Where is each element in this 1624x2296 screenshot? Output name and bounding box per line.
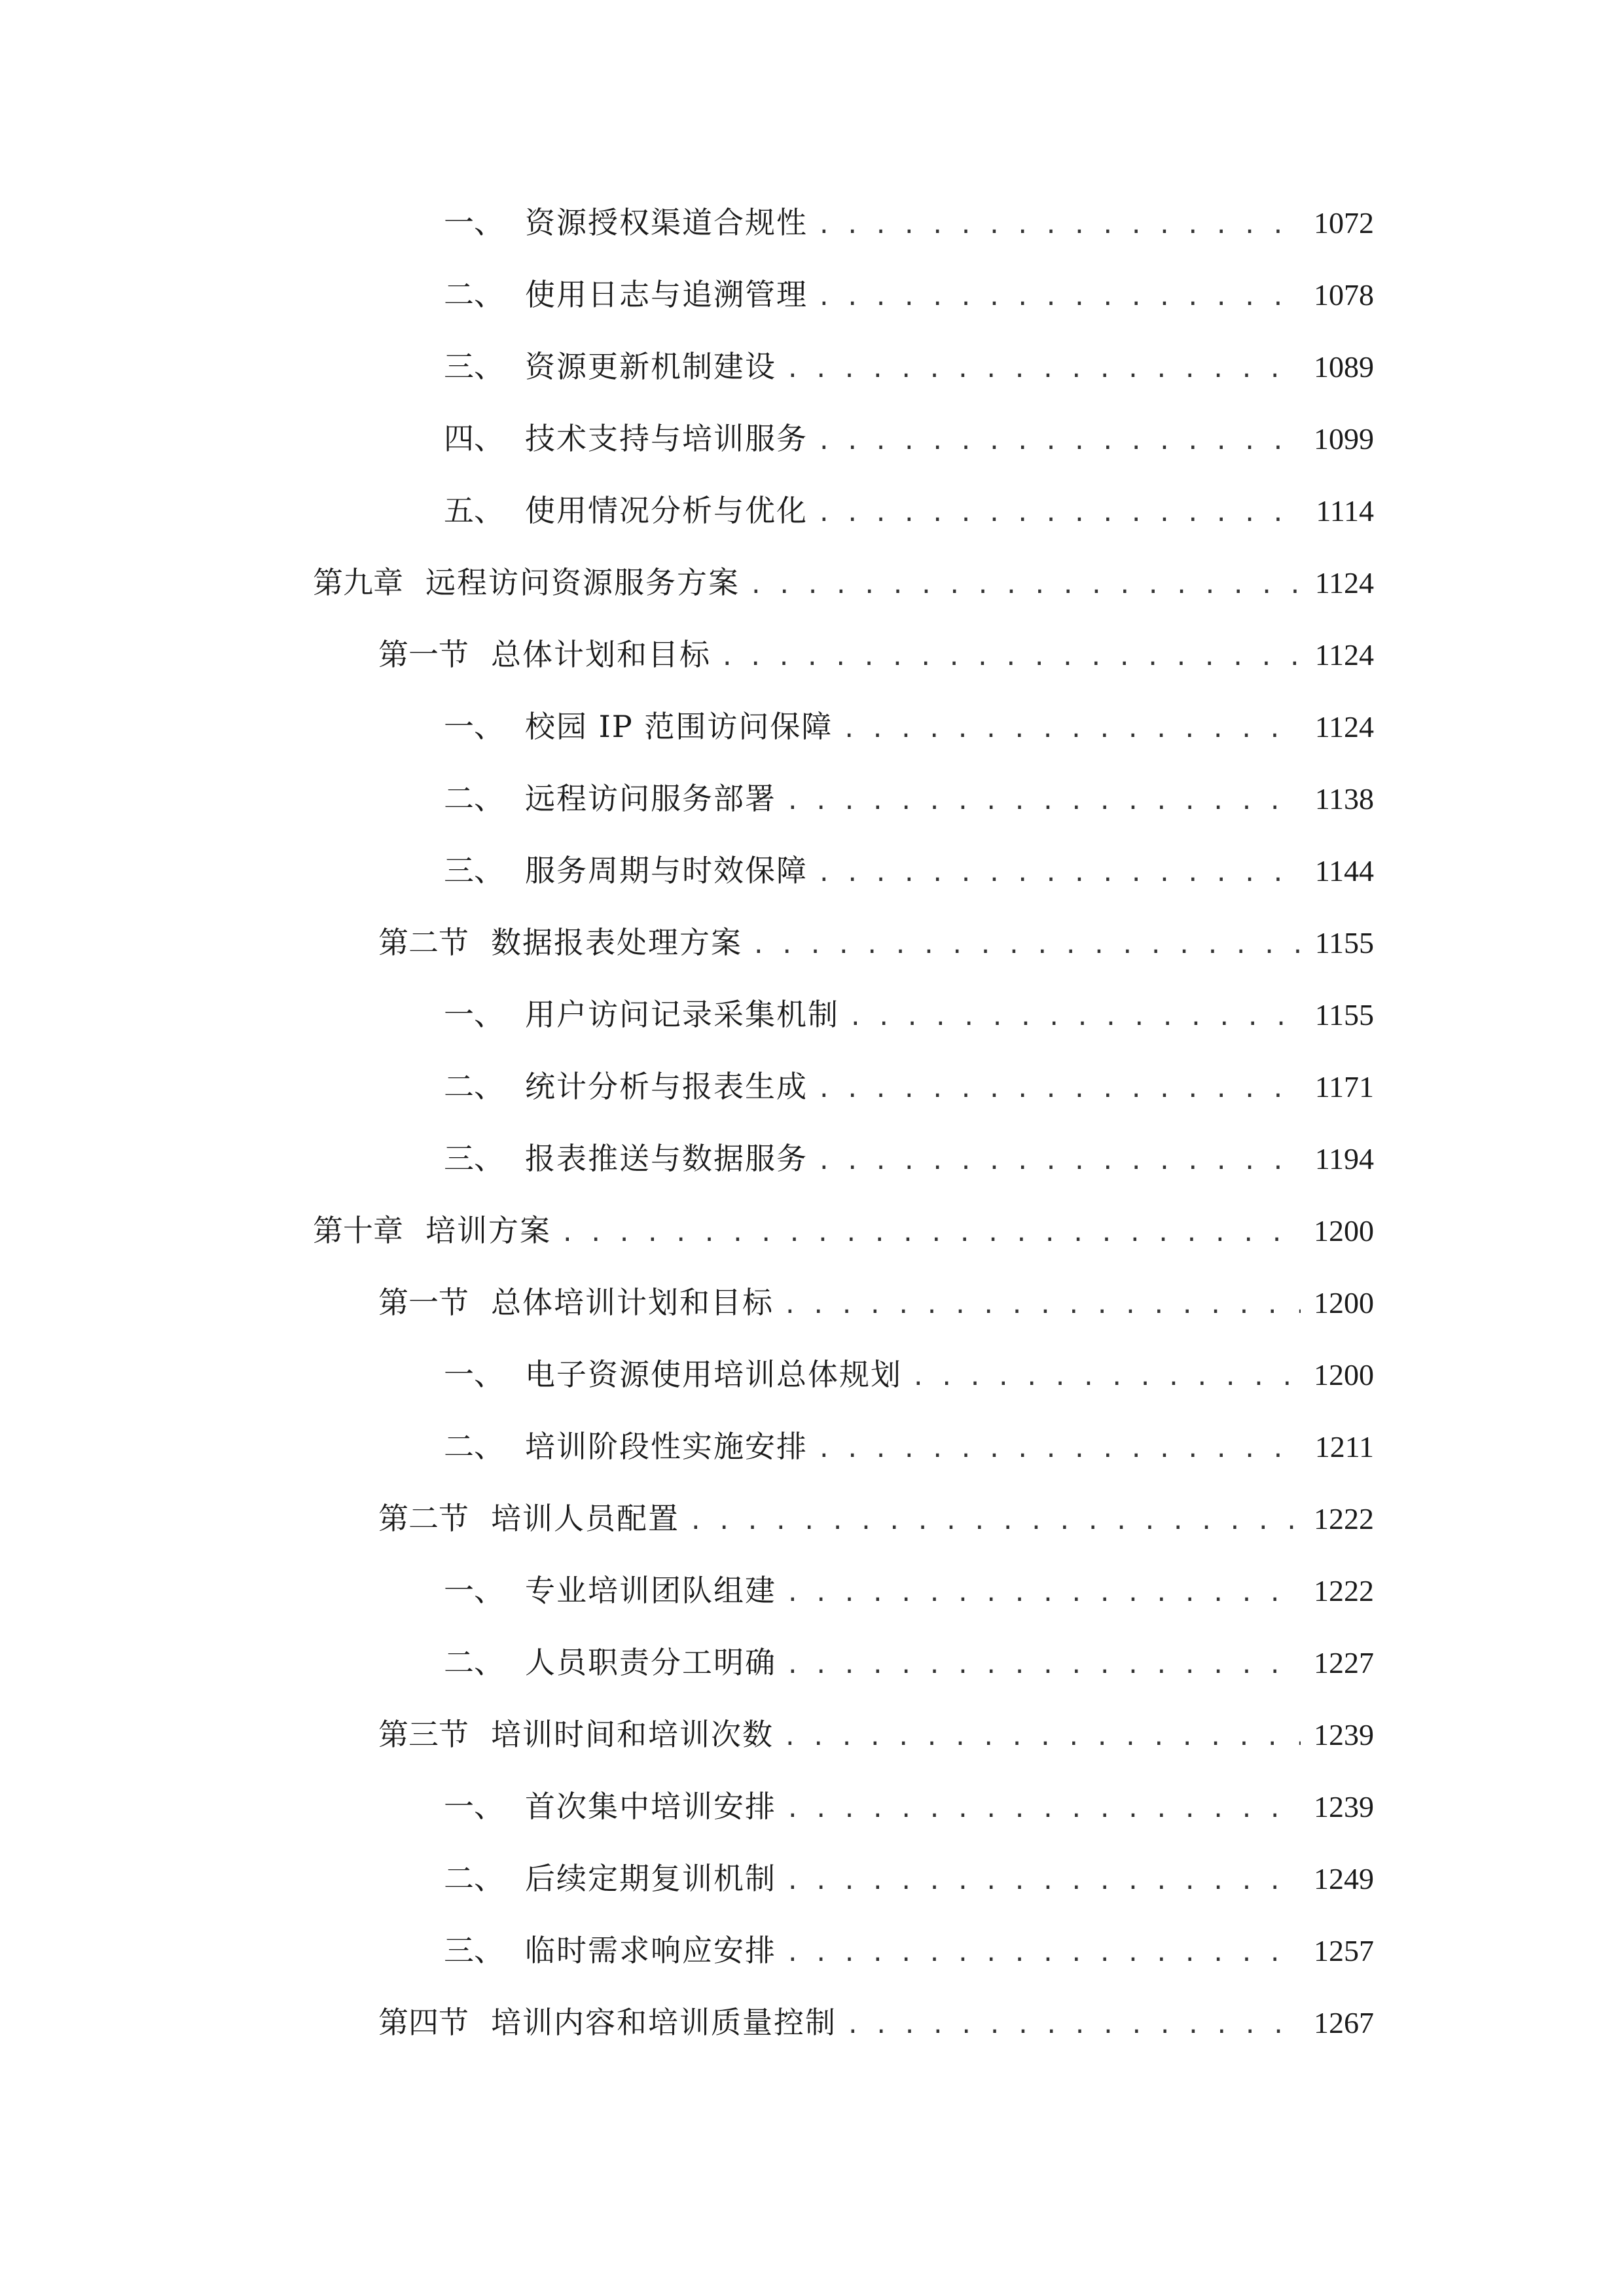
dot-leader [817, 1425, 1301, 1471]
toc-entry-number: 第二节 [378, 925, 469, 960]
dot-leader [817, 201, 1301, 247]
toc-entry [0, 403, 1624, 475]
toc-entry-number: 第三节 [378, 1717, 469, 1752]
toc-entry-number: 第一节 [378, 1285, 469, 1320]
toc-entry [0, 1338, 1624, 1410]
toc-chapter-entry [0, 1194, 1624, 1266]
toc-entry [0, 691, 1624, 762]
toc-entry-page: 1227 [1314, 1646, 1374, 1679]
toc-entry-page: 1072 [1314, 206, 1374, 240]
toc-entry-title: 培训方案 [425, 1213, 551, 1248]
toc-entry-page: 1114 [1316, 494, 1374, 528]
toc-entry [0, 1914, 1624, 1986]
dot-leader [783, 1713, 1301, 1759]
toc-entry-page: 1144 [1314, 854, 1374, 888]
toc-entry-number: 一、 [444, 997, 504, 1032]
dot-leader [911, 1353, 1301, 1399]
toc-entry [0, 331, 1624, 403]
toc-entry [0, 1122, 1624, 1194]
dot-leader [783, 1281, 1301, 1327]
dot-leader [846, 2001, 1301, 2047]
toc-entry-number: 三、 [444, 1141, 504, 1176]
toc-entry-page: 1155 [1314, 926, 1374, 960]
toc-entry-title: 资源授权渠道合规性 [525, 205, 808, 240]
toc-entry-title: 统计分析与报表生成 [525, 1069, 808, 1104]
toc-entry-title: 首次集中培训安排 [525, 1789, 776, 1824]
toc-entry-page: 1124 [1314, 710, 1374, 744]
dot-leader [817, 1137, 1301, 1183]
toc-entry-title: 电子资源使用培训总体规划 [525, 1357, 902, 1392]
toc-chapter-entry [0, 547, 1624, 619]
dot-leader [560, 1209, 1301, 1255]
toc-entry-page: 1222 [1314, 1502, 1374, 1535]
toc-entry-number: 二、 [444, 1429, 504, 1464]
dot-leader [785, 1857, 1301, 1903]
toc-entry-number: 二、 [444, 277, 504, 312]
toc-entry-title: 后续定期复训机制 [525, 1861, 776, 1896]
dot-leader [785, 777, 1301, 823]
toc-section-entry [0, 1266, 1624, 1338]
toc-entry-number: 一、 [444, 1789, 504, 1824]
toc-entry-number: 第二节 [378, 1501, 469, 1536]
toc-entry-page: 1239 [1314, 1718, 1374, 1751]
toc-entry-title: 人员职责分工明确 [525, 1645, 776, 1680]
toc-entry-number: 第九章 [313, 565, 403, 600]
toc-entry-title: 培训时间和培训次数 [491, 1717, 774, 1752]
toc-entry-number: 二、 [444, 1861, 504, 1896]
table-of-contents [0, 187, 1624, 2058]
dot-leader [720, 633, 1301, 679]
toc-entry [0, 1626, 1624, 1698]
toc-entry-title: 服务周期与时效保障 [525, 853, 808, 888]
toc-entry-number: 二、 [444, 1069, 504, 1104]
dot-leader [785, 1569, 1301, 1615]
dot-leader [751, 921, 1301, 967]
toc-entry-page: 1155 [1314, 998, 1374, 1031]
toc-entry [0, 1770, 1624, 1842]
toc-entry [0, 475, 1624, 547]
toc-entry-title: 校园 IP 范围访问保障 [525, 709, 833, 744]
dot-leader [817, 849, 1301, 895]
toc-entry-title: 数据报表处理方案 [491, 925, 742, 960]
toc-section-entry [0, 906, 1624, 978]
toc-entry-page: 1249 [1314, 1862, 1374, 1895]
toc-entry-number: 第四节 [378, 2005, 469, 2040]
toc-entry-page: 1267 [1314, 2006, 1374, 2039]
toc-entry [0, 1050, 1624, 1122]
dot-leader [785, 1641, 1301, 1687]
toc-entry-number: 三、 [444, 1933, 504, 1968]
dot-leader [785, 1785, 1301, 1831]
toc-entry-number: 四、 [444, 421, 504, 456]
dot-leader [817, 489, 1301, 535]
toc-entry-title: 报表推送与数据服务 [525, 1141, 808, 1176]
toc-entry-page: 1138 [1314, 782, 1374, 816]
dot-leader [689, 1497, 1301, 1543]
toc-entry-title: 总体计划和目标 [491, 637, 711, 672]
toc-entry-page: 1124 [1314, 638, 1374, 672]
toc-section-entry [0, 1986, 1624, 2058]
toc-entry-title: 培训人员配置 [491, 1501, 679, 1536]
toc-section-entry [0, 619, 1624, 691]
toc-entry-page: 1200 [1314, 1286, 1374, 1319]
toc-entry [0, 978, 1624, 1050]
toc-entry-number: 一、 [444, 1573, 504, 1608]
toc-entry-number: 三、 [444, 349, 504, 384]
toc-entry-title: 专业培训团队组建 [525, 1573, 776, 1608]
toc-entry-page: 1257 [1314, 1934, 1374, 1967]
dot-leader [817, 273, 1301, 319]
toc-section-entry [0, 1698, 1624, 1770]
toc-entry [0, 834, 1624, 906]
dot-leader [817, 1065, 1301, 1111]
toc-entry-title: 技术支持与培训服务 [525, 421, 808, 456]
toc-entry-title: 培训内容和培训质量控制 [491, 2005, 837, 2040]
dot-leader [785, 345, 1301, 391]
dot-leader [848, 993, 1301, 1039]
toc-entry-page: 1239 [1314, 1790, 1374, 1823]
toc-entry-number: 一、 [444, 1357, 504, 1392]
toc-entry-page: 1089 [1314, 350, 1374, 384]
toc-entry [0, 1410, 1624, 1482]
toc-entry [0, 187, 1624, 259]
toc-entry-title: 资源更新机制建设 [525, 349, 776, 384]
toc-entry-number: 第十章 [313, 1213, 403, 1248]
toc-entry-title: 用户访问记录采集机制 [525, 997, 839, 1032]
dot-leader [785, 1929, 1301, 1975]
toc-entry-number: 一、 [444, 709, 504, 744]
toc-entry-page: 1099 [1314, 422, 1374, 456]
toc-entry-page: 1200 [1314, 1358, 1374, 1391]
toc-entry-page: 1222 [1314, 1574, 1374, 1607]
toc-entry-number: 第一节 [378, 637, 469, 672]
toc-entry-page: 1124 [1314, 566, 1374, 600]
toc-entry-number: 五、 [444, 493, 504, 528]
toc-entry-title: 使用日志与追溯管理 [525, 277, 808, 312]
toc-entry-number: 一、 [444, 205, 504, 240]
toc-entry-page: 1194 [1314, 1142, 1374, 1175]
toc-entry [0, 1554, 1624, 1626]
dot-leader [749, 561, 1301, 607]
dot-leader [842, 705, 1301, 751]
toc-entry [0, 259, 1624, 331]
toc-entry-number: 二、 [444, 781, 504, 816]
toc-entry [0, 1842, 1624, 1914]
toc-entry-number: 二、 [444, 1645, 504, 1680]
toc-entry-title: 临时需求响应安排 [525, 1933, 776, 1968]
toc-entry-page: 1078 [1314, 278, 1374, 312]
toc-entry-page: 1200 [1314, 1214, 1374, 1247]
toc-entry [0, 762, 1624, 834]
toc-entry-number: 三、 [444, 853, 504, 888]
toc-entry-page: 1211 [1314, 1430, 1374, 1463]
toc-entry-title: 使用情况分析与优化 [525, 493, 808, 528]
dot-leader [817, 417, 1301, 463]
toc-entry-page: 1171 [1314, 1070, 1374, 1103]
toc-entry-title: 远程访问资源服务方案 [425, 565, 740, 600]
toc-section-entry [0, 1482, 1624, 1554]
toc-entry-title: 培训阶段性实施安排 [525, 1429, 808, 1464]
toc-entry-title: 远程访问服务部署 [525, 781, 776, 816]
toc-entry-title: 总体培训计划和目标 [491, 1285, 774, 1320]
